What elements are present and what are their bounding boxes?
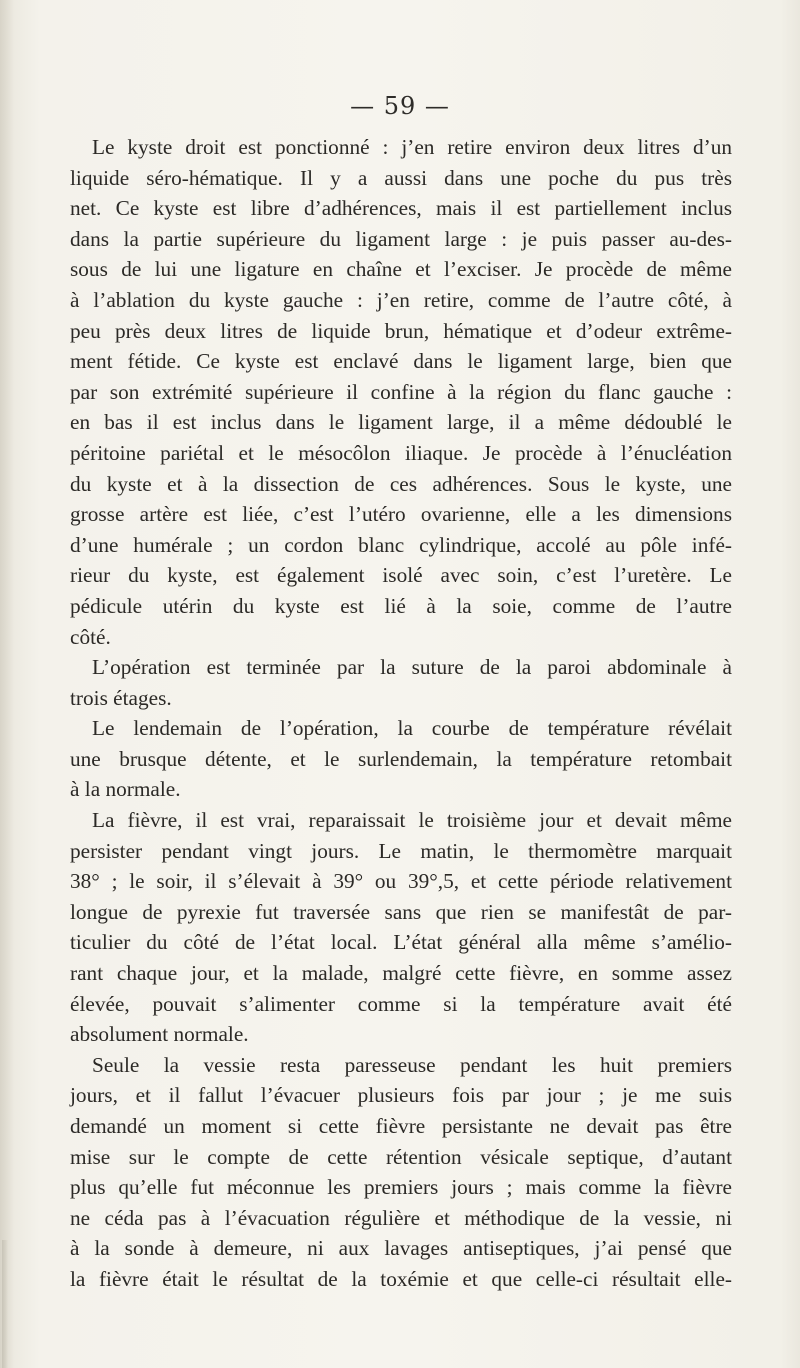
text-line: la fièvre était le résultat de la toxémie et que celle-ci résultait elle-: [70, 1266, 732, 1291]
text-line: rant chaque jour, et la malade, malgré cette fièvre, en somme assez: [70, 961, 732, 986]
text-line: demandé un moment si cette fièvre persistante ne devait pas être: [70, 1114, 732, 1138]
text-line: à la normale.: [70, 777, 181, 802]
text-line: en bas il est inclus dans le ligament large, il a même dédoublé le: [70, 410, 732, 435]
body-text: [70, 132, 732, 1295]
text-line: péritoine pariétal et le mésocôlon iliaque. Je procède à l’énucléation: [70, 440, 732, 465]
text-line: par son extrémité supérieure il confine à la région du flanc gauche :: [70, 379, 732, 404]
text-line: une brusque détente, et le surlendemain, la température retombait: [70, 746, 732, 771]
text-line: grosse artère est liée, c’est l’utéro ovarienne, elle a les dimensions: [70, 502, 732, 527]
text-line: plus qu’elle fut méconnue les premiers jours ; mais comme la fièvre: [70, 1175, 732, 1200]
text-line: Le kyste droit est ponctionné : j’en retire environ deux litres d’un: [92, 135, 732, 159]
text-line: rieur du kyste, est également isolé avec soin, c’est l’uretère. Le: [70, 563, 732, 588]
text-line: à la sonde à demeure, ni aux lavages antiseptiques, j’ai pensé que: [70, 1236, 732, 1261]
text-line: Le lendemain de l’opération, la courbe de température révélait: [92, 716, 732, 741]
text-line: absolument normale.: [70, 1022, 249, 1047]
text-line: élevée, pouvait s’alimenter comme si la température avait été: [70, 991, 732, 1016]
text-line: dans la partie supérieure du ligament large : je puis passer au-des-: [70, 226, 732, 251]
text-line: net. Ce kyste est libre d’adhérences, mais il est partiellement inclus: [70, 196, 732, 221]
text-line: ne céda pas à l’évacuation régulière et méthodique de la vessie, ni: [70, 1205, 732, 1230]
text-line: à l’ablation du kyste gauche : j’en retire, comme de l’autre côté, à: [70, 287, 732, 312]
text-line: peu près deux litres de liquide brun, hématique et d’odeur extrême-: [70, 318, 732, 343]
text-line: jours, et il fallut l’évacuer plusieurs fois par jour ; je me suis: [70, 1083, 732, 1108]
text-line: persister pendant vingt jours. Le matin, le thermomètre marquait: [70, 838, 732, 863]
text-line: ment fétide. Ce kyste est enclavé dans le ligament large, bien que: [70, 349, 732, 374]
text-line: côté.: [70, 624, 111, 649]
text-line: 38° ; le soir, il s’élevait à 39° ou 39°,5, et cette période relativement: [70, 869, 732, 894]
text-line: ticulier du côté de l’état local. L’état général alla même s’amélio-: [70, 930, 732, 955]
text-line: pédicule utérin du kyste est lié à la soie, comme de l’autre: [70, 593, 732, 618]
text-line: sous de lui une ligature en chaîne et l’exciser. Je procède de même: [70, 257, 732, 282]
page-gutter-shadow: [0, 0, 14, 1368]
page-number: — 59 —: [350, 92, 450, 120]
text-line: mise sur le compte de cette rétention vésicale septique, d’autant: [70, 1144, 732, 1169]
page-edge-mark: [2, 1240, 8, 1368]
text-line: La fièvre, il est vrai, reparaissait le troisième jour et devait même: [92, 808, 732, 833]
text-line: trois étages.: [70, 685, 172, 710]
text-line: Seule la vessie resta paresseuse pendant les huit premiers: [92, 1052, 732, 1077]
text-line: d’une humérale ; un cordon blanc cylindrique, accolé au pôle infé-: [70, 532, 732, 557]
text-line: L’opération est terminée par la suture de la paroi abdominale à: [92, 655, 732, 680]
text-line: longue de pyrexie fut traversée sans que rien se manifestât de par-: [70, 899, 732, 924]
text-line: du kyste et à la dissection de ces adhérences. Sous le kyste, une: [70, 471, 732, 496]
text-line: liquide séro-hématique. Il y a aussi dans une poche du pus très: [70, 165, 732, 190]
